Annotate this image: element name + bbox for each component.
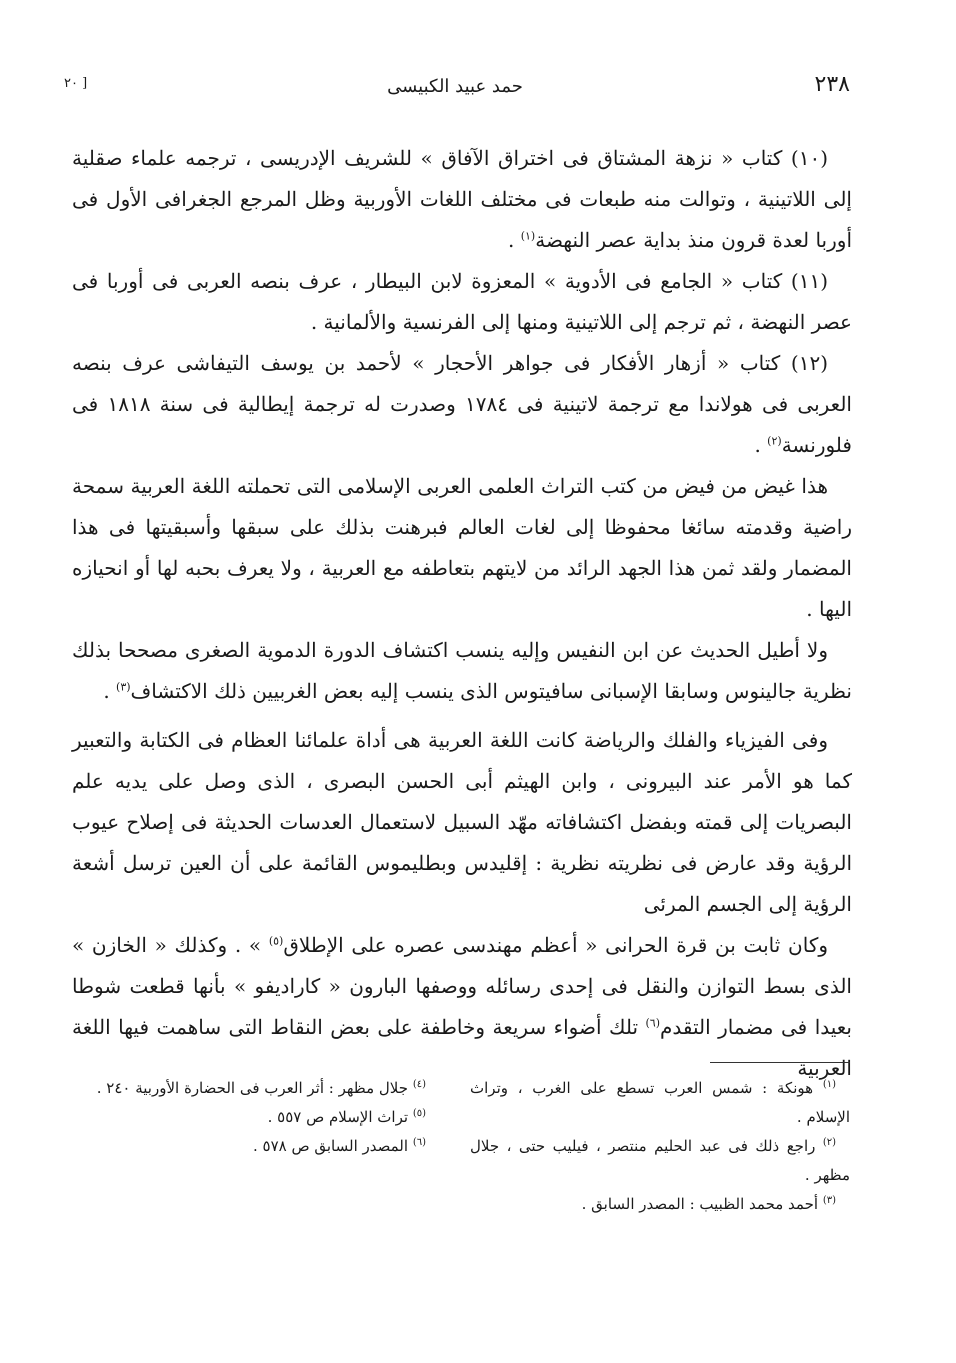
footnote-6: $^{(٦)}$ المصدر السابق ص ٥٧٨ . xyxy=(252,1137,426,1155)
paragraph-heritage: هذا غيض من فيض من كتب التراث العلمى العربى الإسلامى التى تحملته اللغة العربية سمحة راضية وقدمته سائغا محفوظا إلى لغات العالم فبرهنت بذلك على سبقها وأسبقيتها فى هذا المضمار ولقد ثمن هذا الجهد الرائد من لايتهم بتعاطفه مع العربية ، ولا يعرف بحبه لها أو انحيازه اليها . xyxy=(72,474,852,621)
footnote-ref: (١) xyxy=(520,229,536,243)
paragraph-item-10: (١٠) كتاب « نزهة المشتاق فى اختراق الآفاق » للشريف الإدريسى ، ترجمه علماء صقلية إلى اللاتينية ، وتوالت منه طبعات فى مختلف اللغات الأوربية وظل المرجع الجغرافى الأول فى أوربا لعدة قرون منذ بداية عصر النهضة$^{(١)}$ . xyxy=(72,146,852,252)
paragraph-ibn-nafis: ولا أطيل الحديث عن ابن النفيس وإليه ينسب اكتشاف الدورة الدموية الصغرى مصححا بذلك نظرية جالينوس وسابقا الإسبانى سافيتوس الذى ينسب إليه بعض الغربيين ذلك الاكتشاف$^{(٣)}$ . xyxy=(72,638,852,703)
footnote-3: $^{(٣)}$ أحمد محمد الظبيب : المصدر السابق . xyxy=(581,1195,836,1213)
footnote-2: $^{(٢)}$ راجع ذلك فى عبد الحليم منتصر ، فيليب حتى ، جلال مظهر . xyxy=(470,1137,850,1184)
footnotes-left-column xyxy=(60,1074,440,1161)
body-text xyxy=(72,138,852,1089)
page-header xyxy=(60,68,850,108)
footnote-ref: (٣) xyxy=(116,680,131,694)
paragraph-item-12: (١٢) كتاب « أزهار الأفكار فى جواهر الأحجار » لأحمد بن يوسف التيفاشى عرف بنصه العربى فى هولاندا مع ترجمة لاتينية فى ١٧٨٤ وصدرت له ترجمة إيطالية فى سنة ١٨١٨ فى فلورنسة$^{(٢)}$ . xyxy=(72,351,852,457)
footnote-separator xyxy=(710,1062,850,1063)
footnotes-right-column xyxy=(470,1074,850,1219)
footnote-ref: (٦) xyxy=(645,1016,660,1030)
paragraph-thabit: وكان ثابت بن قرة الحرانى « أعظم مهندسى عصره على الإطلاق$^{(٥)}$ » . وكذلك « الخازن » الذى بسط التوازن والنقل فى إحدى رسائله ووصفها البارون « كاراديفو » بأنها قطعت شوطا بعيدا فى مضمار التقدم$^{(٦)}$ تلك أضواء سريعة وخاطفة على بعض النقاط التى ساهمت فيها اللغة العربية xyxy=(72,933,852,1080)
footnotes xyxy=(60,1074,850,1254)
page-number: ٢٣٨ xyxy=(814,72,850,97)
footnote-ref: (٥) xyxy=(268,934,284,948)
footnote-ref: (٢) xyxy=(767,434,782,448)
paragraph-item-11: (١١) كتاب « الجامع فى الأدوية » المعزوة لابن البيطار ، عرف بنصه العربى فى أوربا فى عصر النهضة ، ثم ترجم إلى اللاتينية ومنها إلى الفرنسية والألمانية . xyxy=(72,269,852,334)
issue-mark: [ ٢٠ xyxy=(64,76,88,91)
footnote-5: $^{(٥)}$ تراث الإسلام ص ٥٥٧ . xyxy=(267,1108,426,1126)
paragraph-physics: وفى الفيزياء والفلك والرياضة كانت اللغة العربية هى أداة علمائنا العظام فى الكتابة والتعبير كما هو الأمر عند البيرونى ، وابن الهيثم أبى الحسن البصرى ، الذى وصل على يديه علم البصريات إلى قمته وبفضل اكتشافاته مهّد السبيل لاستعمال العدسات الحديثة فى إصلاح عيوب الرؤية وقد عارض فى نظريته نظرية : إقليدس وبطليموس القائمة على أن العين ترسل أشعة الرؤية إلى الجسم المرئى xyxy=(72,728,852,916)
running-title: حمد عبيد الكبيسى xyxy=(387,76,523,97)
footnote-1: $^{(١)}$ هونكة : شمس العرب تسطع على الغرب ، وتراث الإسلام . xyxy=(470,1079,850,1126)
footnote-4: $^{(٤)}$ جلال مظهر : أثر العرب فى الحضارة الأوربية ٢٤٠ . xyxy=(96,1079,426,1097)
